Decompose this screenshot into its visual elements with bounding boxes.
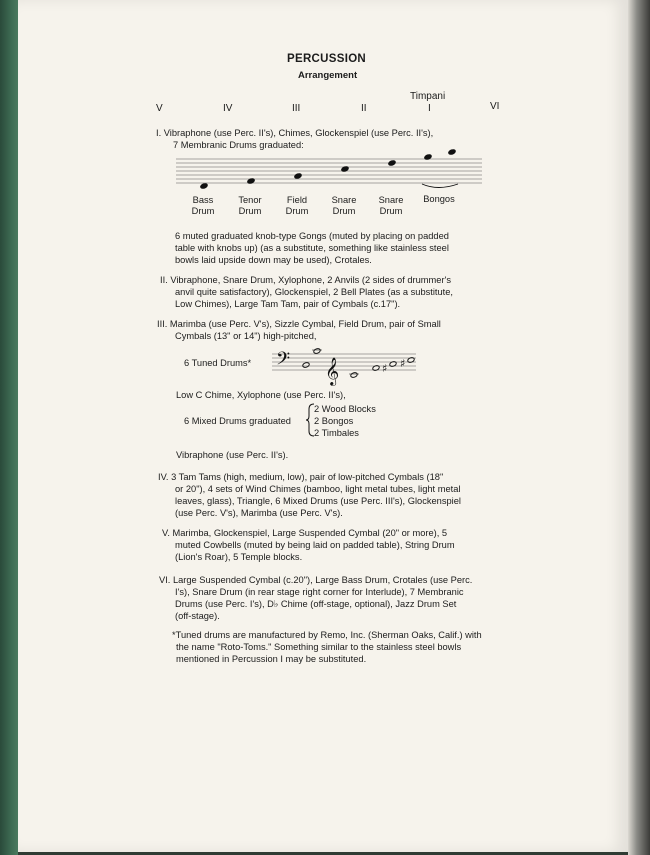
position-iv: IV xyxy=(223,103,233,114)
section-i-line-1: I. Vibraphone (use Perc. II's), Chimes, Glockenspiel (use Perc. II's), xyxy=(156,128,434,138)
note-tuned-3 xyxy=(350,372,358,378)
drum-label-snare-2: Snare Drum xyxy=(378,195,404,216)
section-ii: II. Vibraphone, Snare Drum, Xylophone, 2 Anvils (2 sides of drummer's anvil quite satisfactory), Glockenspiel, 2 Bell Plates (as a substitute, Low Chimes), Large Tam Tam, pair of Cymbals (c.17"). xyxy=(160,275,454,310)
mixed-drums-label: 6 Mixed Drums graduated xyxy=(184,416,291,426)
position-iii: III xyxy=(292,103,301,114)
position-ii: II xyxy=(361,103,367,114)
position-vi: VI xyxy=(490,101,500,112)
section-vi: VI. Large Suspended Cymbal (c.20"), Large Bass Drum, Crotales (use Perc. I's), Snare Drum (in rear stage right corner for Interlude), 7 Membranic Drums (use Perc. I's), D♭ Chime (off-stage, optional), Jazz Drum Set (off-stage). xyxy=(159,575,473,622)
section-i-gongs: 6 muted graduated knob-type Gongs (muted by placing on padded table with knobs up) (as a substitute, something like stainless steel bowls laid upside down may be used), Crotales. xyxy=(175,231,449,266)
note-tenor-drum xyxy=(246,177,255,185)
footnote: *Tuned drums are manufactured by Remo, Inc. (Sherman Oaks, Calif.) with the name "Roto-Toms." Something similar to the stainless steel bowls mentioned in Percussion I may be substituted. xyxy=(172,630,482,665)
note-tuned-2 xyxy=(313,348,321,354)
low-c-chime: Low C Chime, Xylophone (use Perc. II's), xyxy=(176,390,346,400)
tuned-drums-label: 6 Tuned Drums* xyxy=(184,358,252,368)
bongos-slur xyxy=(422,184,458,188)
position-i: I xyxy=(428,103,431,114)
note-snare-drum-2 xyxy=(387,159,396,167)
position-v: V xyxy=(156,103,163,114)
mixed-drums-list: 2 Wood Blocks 2 Bongos 2 Timbales xyxy=(314,404,376,439)
section-i-line-2: 7 Membranic Drums graduated: xyxy=(173,140,304,150)
binder-spine xyxy=(0,0,18,855)
page-subtitle: Arrangement xyxy=(298,70,358,81)
score-page xyxy=(18,0,628,852)
section-v: V. Marimba, Glockenspiel, Large Suspended Cymbal (20" or more), 5 muted Cowbells (muted by being laid on padded table), String Drum (Lion's Roar), 5 Temple blocks. xyxy=(162,528,455,563)
bass-clef-icon: 𝄢 xyxy=(276,349,291,374)
note-field-drum xyxy=(293,172,302,180)
drum-label-bass: Bass Drum xyxy=(191,195,215,216)
vibraphone-line: Vibraphone (use Perc. II's). xyxy=(176,450,289,460)
sharp-icon: ♯ xyxy=(382,362,388,375)
drum-label-field: Field Drum xyxy=(285,195,309,216)
note-tuned-1 xyxy=(302,362,310,368)
label-timpani: Timpani xyxy=(410,91,446,102)
note-bongo-low xyxy=(423,153,432,161)
section-iv: IV. 3 Tam Tams (high, medium, low), pair of low-pitched Cymbals (18" or 20"), 4 sets of Wind Chimes (bamboo, light metal tubes, light metal leaves, glass), Triangle, 6 Mixed Drums (use Perc. III's), Glockenspiel (use Perc. V's), Marimba (use Perc. V's). xyxy=(158,472,461,519)
drum-label-tenor: Tenor Drum xyxy=(238,195,262,216)
section-iii: III. Marimba (use Perc. V's), Sizzle Cymbal, Field Drum, pair of Small Cymbals (13" or 14") high-pitched, xyxy=(157,319,441,342)
page-title: PERCUSSION xyxy=(287,53,367,65)
drum-label-bongos: Bongos xyxy=(423,194,455,204)
treble-clef-icon: 𝄞 xyxy=(325,357,340,385)
note-snare-drum-1 xyxy=(340,165,349,173)
tuned-drums-staff xyxy=(272,348,416,385)
note-bass-drum xyxy=(199,182,208,190)
page-edge-shadow xyxy=(628,0,650,855)
drum-label-snare-1: Snare Drum xyxy=(331,195,357,216)
note-bongo-high xyxy=(447,148,456,156)
sharp-icon: ♯ xyxy=(400,357,406,370)
membranic-drums-staff xyxy=(176,148,482,192)
